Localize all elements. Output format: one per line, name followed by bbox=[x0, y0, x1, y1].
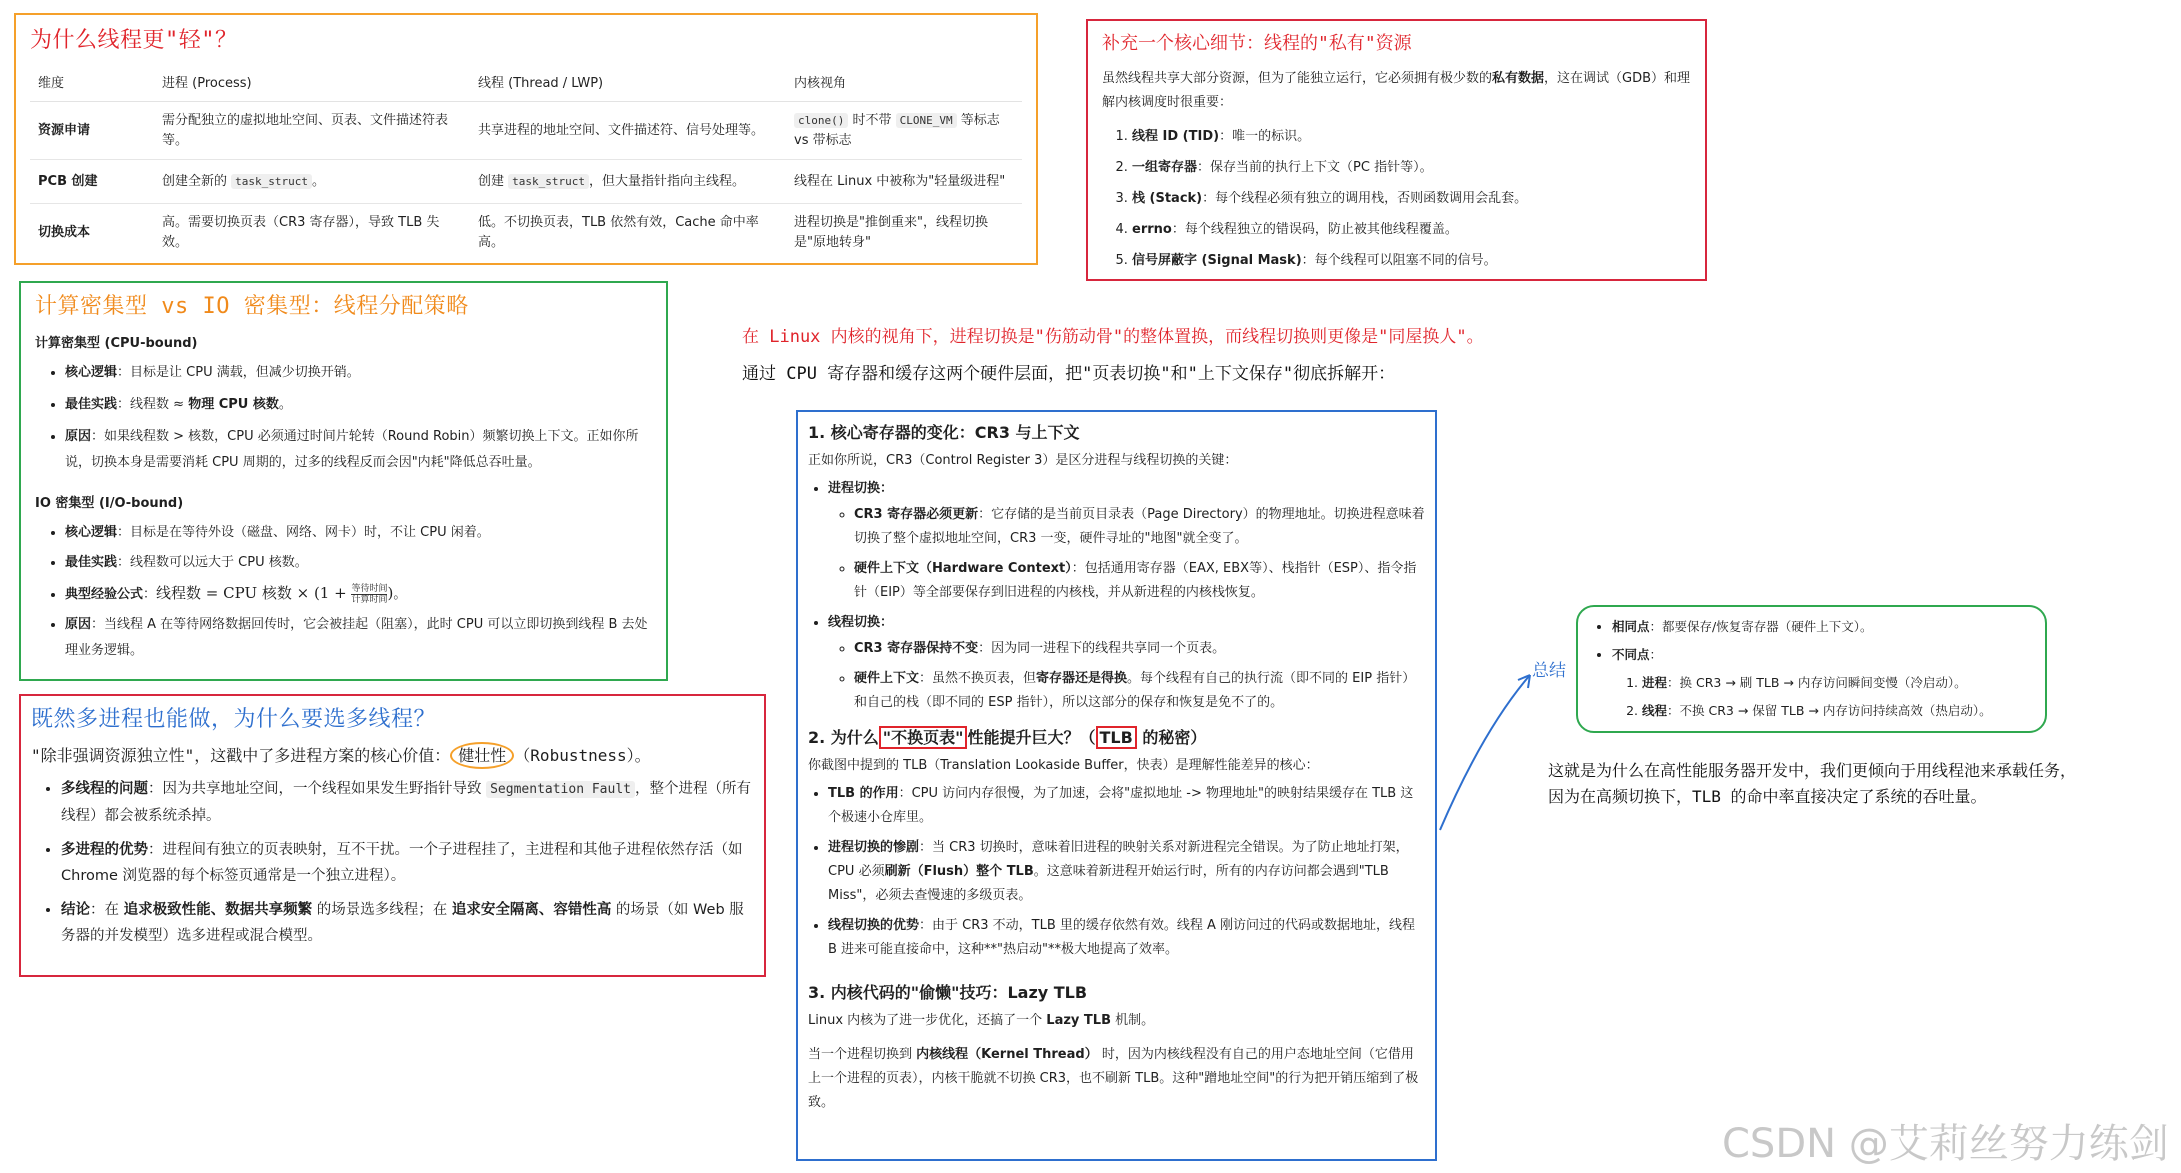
cpu-heading: 计算密集型 (CPU-bound) bbox=[35, 336, 198, 351]
text-run: （Robustness）。 bbox=[514, 746, 651, 765]
summary-label: 总结 bbox=[1532, 661, 1566, 681]
bold-run: 寄存器还是得换 bbox=[1036, 671, 1128, 686]
text-run: ：不换 CR3 → 保留 TLB → 内存访问持续高效（热启动）。 bbox=[1667, 703, 1992, 718]
text-run: ：每个线程独立的错误码，防止被其他线程覆盖。 bbox=[1171, 222, 1458, 237]
circled-keyword: 健壮性 bbox=[450, 742, 514, 769]
text-run: ： bbox=[1649, 647, 1663, 662]
section-title: 1. 核心寄存器的变化：CR3 与上下文 bbox=[808, 423, 1080, 442]
bold-run: 多线程的问题 bbox=[61, 781, 148, 797]
panel-private-resources bbox=[1086, 19, 1707, 281]
text-run: ：当 CR3 切换时，意味着旧进程的映射关系对新进程完全错误。为了防止地址打架，CPU 必须 bbox=[828, 840, 1409, 879]
text-run: 。每个线程有自己的执行流（即不同的 EIP 指针）和自己的栈（即不同的 ESP 指针），所以这部分的保存和恢复是免不了的。 bbox=[854, 671, 1416, 710]
panel-title: 补充一个核心细节：线程的"私有"资源 bbox=[1102, 33, 1412, 54]
text-run: ：唯一的标识。 bbox=[1219, 129, 1311, 144]
list-item bbox=[1612, 613, 2033, 641]
cpu-bound-list bbox=[35, 360, 652, 476]
table-cell bbox=[786, 102, 1022, 160]
list-item bbox=[1132, 121, 1691, 152]
table-cell: 进程切换是"推倒重来"，线程切换是"原地转身" bbox=[794, 214, 988, 250]
cell-text: ，但大量指针指向主线程。 bbox=[589, 173, 746, 189]
summary-list bbox=[1590, 613, 2033, 725]
bold-run: 原因 bbox=[65, 617, 92, 632]
list-item bbox=[828, 477, 1425, 605]
table-cell: 需分配独立的虚拟地址空间、页表、文件描述符表等。 bbox=[154, 102, 470, 160]
process-switch-list bbox=[828, 503, 1425, 605]
header-note-line1: 在 Linux 内核的视角下，进程切换是"伤筋动骨"的整体置换，而线程切换则更像是"同屋换人"。 bbox=[742, 327, 1484, 347]
list-item bbox=[65, 612, 652, 664]
thread-switch-list bbox=[828, 637, 1425, 715]
text-run: 的场景（如 Web 服务器的并发模型）选多进程或混合模型。 bbox=[61, 902, 744, 944]
conclusion-line: 这就是为什么在高性能服务器开发中，我们更倾向于用线程池来承载任务， bbox=[1548, 761, 2077, 780]
table-cell bbox=[154, 160, 470, 204]
text-run: 时，因为内核线程没有自己的用户态地址空间（它借用上一个进程的页表），内核干脆就不切换 CR3，也不刷新 TLB。这种"蹭地址空间"的行为把开销压缩到了极致。 bbox=[808, 1047, 1419, 1110]
formula-text: 线程数 = CPU 核数 × (1 + bbox=[156, 584, 352, 602]
list-item bbox=[1132, 214, 1691, 245]
list-item bbox=[1132, 245, 1691, 276]
table-row bbox=[30, 102, 1022, 160]
table-row bbox=[30, 160, 1022, 204]
list-item bbox=[65, 520, 652, 546]
inline-code: CLONE_VM bbox=[896, 113, 957, 128]
bold-run: 线程切换： bbox=[828, 615, 894, 630]
bold-run: 原因 bbox=[65, 429, 92, 444]
text-run: ：因为同一进程下的线程共享同一个页表。 bbox=[978, 641, 1226, 656]
text-run: 当一个进程切换到 bbox=[808, 1047, 917, 1062]
text-run: ：线程数 ≈ bbox=[117, 397, 189, 412]
text-run: 。这意味着新进程开始运行时，所有的内存访问都会遇到"TLB Miss"，必须去查慢速的多级页表。 bbox=[828, 864, 1389, 903]
list-item bbox=[65, 550, 652, 576]
table-cell: 高。需要切换页表（CR3 寄存器），导致 TLB 失效。 bbox=[162, 214, 440, 250]
list-item bbox=[828, 611, 1425, 715]
list-item bbox=[1642, 697, 2033, 725]
text-run: ：在 bbox=[90, 902, 124, 918]
difference-list bbox=[1612, 669, 2033, 725]
cell-text: 。 bbox=[312, 173, 326, 189]
text-run: 机制。 bbox=[1110, 1013, 1155, 1028]
bold-run: CR3 寄存器必须更新 bbox=[854, 507, 979, 522]
bold-run: 多进程的优势 bbox=[61, 842, 148, 858]
bold-run: errno bbox=[1132, 222, 1172, 237]
list-item bbox=[1132, 183, 1691, 214]
boxed-keyword: TLB bbox=[1096, 726, 1137, 749]
bold-run: 结论 bbox=[61, 902, 90, 918]
formula-text: ) bbox=[387, 584, 394, 602]
table-cell: 共享进程的地址空间、文件描述符、信号处理等。 bbox=[470, 102, 786, 160]
text-run: 2. 为什么 bbox=[808, 728, 879, 747]
intro-text bbox=[1102, 67, 1691, 115]
section-intro: 正如你所说，CR3（Control Register 3）是区分进程与线程切换的关键： bbox=[808, 453, 1238, 468]
section-intro bbox=[808, 1009, 1425, 1033]
table-header-row bbox=[30, 62, 1022, 102]
panel-title: 既然多进程也能做，为什么要选多线程？ bbox=[31, 707, 437, 732]
list-item bbox=[828, 836, 1425, 908]
comparison-table bbox=[30, 62, 1022, 262]
bold-run: 不同点 bbox=[1612, 647, 1650, 662]
header-note bbox=[742, 322, 1622, 384]
conclusion-line: 因为在高频切换下，TLB 的命中率直接决定了系统的吞吐量。 bbox=[1548, 787, 1987, 806]
bold-run: 进程 bbox=[1642, 675, 1668, 690]
row-header: 切换成本 bbox=[38, 224, 91, 240]
list-item bbox=[1612, 641, 2033, 725]
panel-why-multithread bbox=[19, 694, 766, 977]
fraction-bottom: 计算时间 bbox=[351, 594, 388, 605]
list-item bbox=[65, 392, 652, 418]
text-run: ：目标是让 CPU 满载，但减少切换开销。 bbox=[117, 365, 360, 380]
bold-run: 物理 CPU 核数 bbox=[188, 397, 279, 412]
inline-code: clone() bbox=[794, 113, 848, 128]
text-run: ：当线程 A 在等待网络数据回传时，它会被挂起（阻塞），此时 CPU 可以立即切换到线程 B 去处理业务逻辑。 bbox=[65, 617, 648, 658]
text-run: ：虽然不换页表，但 bbox=[919, 671, 1037, 686]
cell-text: 等标志 vs 带标志 bbox=[794, 112, 1000, 148]
bold-run: 私有数据 bbox=[1492, 71, 1545, 86]
text-run: ：如果线程数 > 核数，CPU 必须通过时间片轮转（Round Robin）频繁切换上下文。正如你所说，切换本身是需要消耗 CPU 周期的，过多的线程反而会因"内耗"降低总吞吐量。 bbox=[65, 429, 639, 470]
bold-run: Lazy TLB bbox=[1046, 1013, 1111, 1028]
bold-run: 进程切换的惨剧 bbox=[828, 840, 920, 855]
io-heading: IO 密集型 (I/O-bound) bbox=[35, 496, 184, 511]
intro-text bbox=[31, 743, 754, 766]
text-run: ：它存储的是当前页目录表（Page Directory）的物理地址。切换进程意味着切换了整个虚拟地址空间，CR3 一变，硬件寻址的"地图"就全变了。 bbox=[854, 507, 1425, 546]
cell-text: 时不带 bbox=[848, 112, 896, 128]
inline-code: task_struct bbox=[231, 174, 312, 189]
fraction-top: 等待时间 bbox=[351, 583, 388, 594]
list-item bbox=[61, 837, 754, 889]
tlb-list bbox=[808, 782, 1425, 962]
col-header: 进程 (Process) bbox=[154, 62, 470, 102]
text-run: ：因为共享地址空间，一个线程如果发生野指针导致 bbox=[148, 781, 487, 797]
text-run: ：由于 CR3 不动，TLB 里的缓存依然有效。线程 A 刚访问过的代码或数据地址，线程 B 进来可能直接命中，这种**"热启动"**极大地提高了效率。 bbox=[828, 918, 1416, 957]
bold-run: 线程切换的优势 bbox=[828, 918, 920, 933]
bold-run: 一组寄存器 bbox=[1132, 160, 1198, 175]
list-item bbox=[1132, 152, 1691, 183]
list-item bbox=[828, 914, 1425, 962]
list-item bbox=[65, 360, 652, 386]
inline-code: task_struct bbox=[508, 174, 589, 189]
col-header: 维度 bbox=[30, 62, 154, 102]
table-cell: 低。不切换页表，TLB 依然有效，Cache 命中率高。 bbox=[478, 214, 759, 250]
panel-title: 计算密集型 vs IO 密集型：线程分配策略 bbox=[35, 294, 469, 319]
cell-text: 创建 bbox=[478, 173, 509, 189]
text-run: ：每个线程必须有独立的调用栈，否则函数调用会乱套。 bbox=[1202, 191, 1528, 206]
text-run: ，整个进程（所有线程）都会被系统杀掉。 bbox=[61, 781, 751, 824]
bold-run: 硬件上下文 bbox=[854, 671, 920, 686]
list-item bbox=[854, 637, 1425, 661]
bold-run: 追求安全隔离、容错性高 bbox=[451, 902, 612, 918]
list-item bbox=[61, 897, 754, 949]
bold-run: 追求极致性能、数据共享频繁 bbox=[123, 902, 313, 918]
switch-list bbox=[808, 477, 1425, 715]
header-note-line2: 通过 CPU 寄存器和缓存这两个硬件层面，把"页表切换"和"上下文保存"彻底拆解开： bbox=[742, 364, 1396, 384]
bold-run: TLB 的作用 bbox=[828, 786, 899, 801]
text-run: 虽然线程共享大部分资源，但为了能独立运行，它必须拥有极少数的 bbox=[1102, 71, 1493, 86]
table-cell bbox=[470, 160, 786, 204]
list-item bbox=[854, 503, 1425, 551]
panel-summary bbox=[1576, 605, 2047, 733]
list-item bbox=[854, 667, 1425, 715]
text-run: 。 bbox=[278, 397, 292, 412]
text-run: ：换 CR3 → 刷 TLB → 内存访问瞬间变慢（冷启动）。 bbox=[1667, 675, 1967, 690]
text-run: 的秘密） bbox=[1136, 728, 1207, 747]
reasons-list bbox=[31, 776, 754, 949]
text-run: ：每个线程可以阻塞不同的信号。 bbox=[1301, 253, 1497, 268]
list-item bbox=[61, 776, 754, 829]
row-header: PCB 创建 bbox=[30, 160, 154, 204]
text-run: ： bbox=[143, 587, 157, 602]
panel-title: 为什么线程更"轻"？ bbox=[30, 28, 238, 53]
bold-run: 典型经验公式 bbox=[65, 587, 144, 602]
col-header: 线程 (Thread / LWP) bbox=[470, 62, 786, 102]
panel-context-switch bbox=[796, 410, 1437, 1161]
text-run: ：保存当前的执行上下文（PC 指针等）。 bbox=[1197, 160, 1433, 175]
list-item bbox=[854, 557, 1425, 605]
row-header: 资源申请 bbox=[30, 102, 154, 160]
text-run: ，这在调试（GDB）和理解内核调度时很重要： bbox=[1102, 71, 1691, 110]
boxed-keyword: "不换页表" bbox=[879, 726, 968, 749]
formula bbox=[156, 583, 394, 605]
text-run: ：包括通用寄存器（EAX, EBX等）、栈指针（ESP）、指令指针（EIP）等全部要保存到旧进程的内核栈，并从新进程的内核栈恢复。 bbox=[854, 561, 1417, 600]
text-run: ：目标是在等待外设（磁盘、网络、网卡）时，不让 CPU 闲着。 bbox=[117, 525, 490, 540]
section-body bbox=[808, 1043, 1425, 1115]
section-title bbox=[808, 725, 1425, 748]
io-bound-list bbox=[35, 520, 652, 664]
bold-run: 硬件上下文（Hardware Context） bbox=[854, 561, 1072, 576]
text-run: 。 bbox=[393, 587, 407, 602]
bold-run: 线程 bbox=[1642, 703, 1668, 718]
text-run: ：都要保存/恢复寄存器（硬件上下文）。 bbox=[1649, 619, 1873, 634]
text-run: ：进程间有独立的页表映射，互不干扰。一个子进程挂了，主进程和其他子进程依然存活（如 Chrome 浏览器的每个标签页通常是一个独立进程）。 bbox=[61, 842, 743, 884]
list-item bbox=[1642, 669, 2033, 697]
watermark: CSDN @艾莉丝努力练剑 bbox=[1722, 1121, 2169, 1167]
panel-threads-light bbox=[14, 13, 1038, 265]
text-run: Linux 内核为了进一步优化，还搞了一个 bbox=[808, 1013, 1047, 1028]
list-item bbox=[828, 782, 1425, 830]
list-item bbox=[65, 580, 652, 608]
text-run: ：CPU 访问内存很慢，为了加速，会将"虚拟地址 -> 物理地址"的映射结果缓存在 TLB 这个极速小仓库里。 bbox=[828, 786, 1414, 825]
inline-code: Segmentation Fault bbox=[486, 781, 635, 798]
section-intro: 你截图中提到的 TLB（Translation Lookaside Buffer，快表）是理解性能差异的核心： bbox=[808, 758, 1319, 773]
bold-run: 相同点 bbox=[1612, 619, 1650, 634]
bold-run: 内核线程（Kernel Thread） bbox=[916, 1047, 1098, 1062]
bold-run: 最佳实践 bbox=[65, 555, 118, 570]
col-header: 内核视角 bbox=[786, 62, 1022, 102]
bold-run: 最佳实践 bbox=[65, 397, 118, 412]
cell-text: 创建全新的 bbox=[162, 173, 232, 189]
conclusion-text bbox=[1548, 758, 2178, 810]
text-run: "除非强调资源独立性"，这戳中了多进程方案的核心价值： bbox=[31, 746, 451, 765]
section-title: 3. 内核代码的"偷懒"技巧：Lazy TLB bbox=[808, 983, 1088, 1002]
text-run: 性能提升巨大？（ bbox=[967, 728, 1096, 747]
bold-run: 栈 (Stack) bbox=[1132, 191, 1203, 206]
text-run: 的场景选多线程；在 bbox=[312, 902, 452, 918]
bold-run: CR3 寄存器保持不变 bbox=[854, 641, 979, 656]
panel-thread-strategy bbox=[19, 281, 668, 681]
bold-run: 信号屏蔽字 (Signal Mask) bbox=[1132, 253, 1302, 268]
bold-run: 进程切换： bbox=[828, 481, 894, 496]
bold-run: 核心逻辑 bbox=[65, 365, 118, 380]
formula-fraction bbox=[351, 584, 387, 605]
bold-run: 线程 ID (TID) bbox=[1132, 129, 1220, 144]
table-cell: 线程在 Linux 中被称为"轻量级进程" bbox=[786, 160, 1022, 204]
bold-run: 核心逻辑 bbox=[65, 525, 118, 540]
table-row bbox=[30, 204, 1022, 262]
list-item bbox=[65, 424, 652, 476]
private-resources-list bbox=[1102, 121, 1691, 276]
text-run: ：线程数可以远大于 CPU 核数。 bbox=[117, 555, 308, 570]
bold-run: 刷新（Flush）整个 TLB bbox=[884, 864, 1034, 879]
